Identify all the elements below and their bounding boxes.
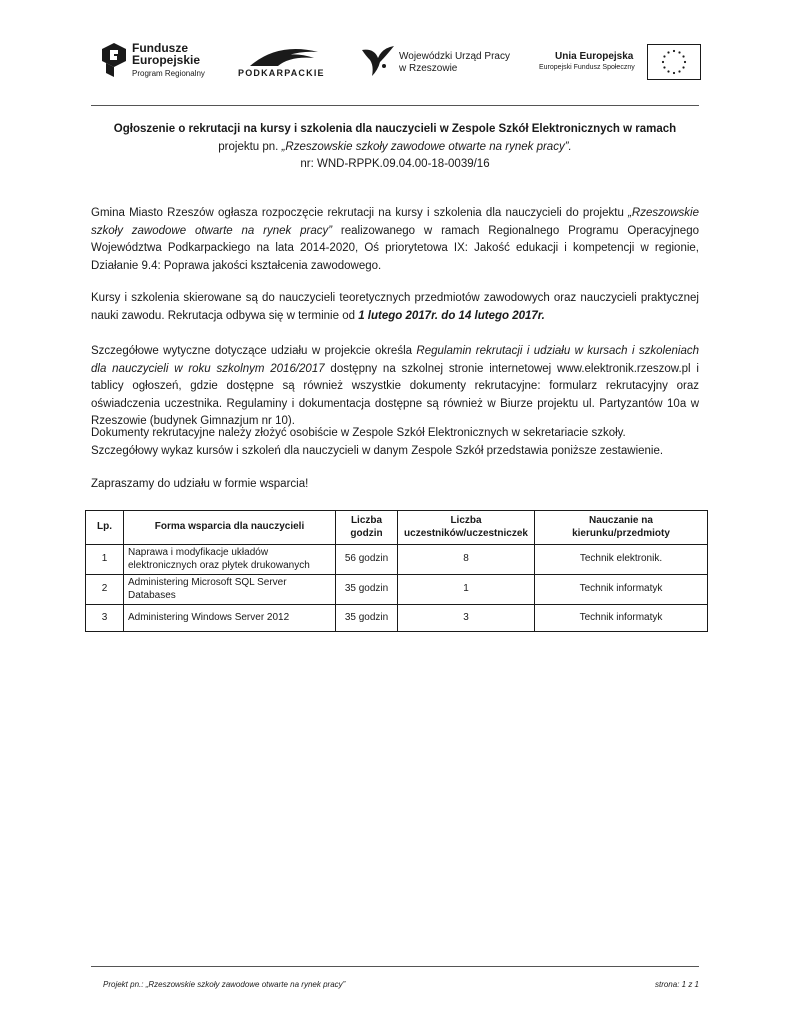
paragraph-intro	[91, 205, 699, 275]
cell-lp: 1	[86, 545, 124, 575]
p3-regulation-name: Regulamin rekrutacji i udziału w kursach i szkoleniach dla nauczycieli w roku szkolnym 2016/2017	[91, 345, 699, 375]
title-line1: Ogłoszenie o rekrutacji na kursy i szkolenia dla nauczycieli w Zespole Szkół Elektronicznych w ramach	[113, 123, 677, 135]
footer-divider	[91, 966, 699, 967]
header-form: Forma wsparcia dla nauczycieli	[124, 511, 336, 545]
cell-subjects: Technik informatyk	[535, 575, 708, 605]
fundusze-europejskie-icon	[100, 41, 128, 79]
cell-lp: 2	[86, 575, 124, 605]
p1-text-a: Gmina Miasto Rzeszów ogłasza rozpoczęcie rekrutacji na kursy i szkolenia dla nauczycieli do projektu	[91, 207, 629, 219]
header-lp: Lp.	[86, 511, 124, 545]
title-line2	[91, 139, 699, 157]
footer-project: Projekt pn.: „Rzeszowskie szkoły zawodowe otwarte na rynek pracy”	[103, 980, 346, 989]
fundusze-line2: Europejskie	[132, 53, 201, 67]
announcement-title	[91, 121, 699, 174]
header-subjects: Nauczanie na kierunku/przedmioty	[535, 511, 708, 545]
p4-line1: Dokumenty rekrutacyjne należy złożyć osobiście w Zespole Szkół Elektronicznych w sekretariacie szkoły.	[91, 427, 626, 439]
eu-star-icon	[678, 51, 680, 53]
eu-star-icon	[663, 66, 665, 68]
cell-form: Administering Windows Server 2012	[124, 605, 336, 632]
eu-star-icon	[682, 66, 684, 68]
footer-page-number: strona: 1 z 1	[654, 980, 699, 989]
podkarpackie-mountains-icon	[248, 44, 320, 68]
p3-text-a: Szczegółowe wytyczne dotyczące udziału w projekcie określa	[91, 345, 417, 357]
podkarpackie-logo	[236, 38, 332, 84]
header-participants: Liczba uczestników/uczestniczek	[398, 511, 535, 545]
eu-star-icon	[667, 51, 669, 53]
title-line2-prefix: projektu pn.	[218, 140, 282, 153]
cell-subjects: Technik elektronik.	[535, 545, 708, 575]
cell-participants: 8	[398, 545, 535, 575]
table-row	[86, 605, 708, 632]
eu-star-icon	[662, 61, 664, 63]
cell-participants: 3	[398, 605, 535, 632]
eu-star-icon	[678, 70, 680, 72]
cell-hours: 56 godzin	[336, 545, 398, 575]
wup-line2: w Rzeszowie	[399, 63, 458, 74]
cell-lp: 3	[86, 605, 124, 632]
eu-star-icon	[684, 61, 686, 63]
ue-line1: Unia Europejska	[555, 51, 634, 62]
header-hours: Liczba godzin	[336, 511, 398, 545]
title-line3: nr: WND-RPPK.09.04.00-18-0039/16	[300, 158, 490, 170]
p2-dates: 1 lutego 2017r. do 14 lutego 2017r.	[358, 309, 545, 322]
eu-star-icon	[663, 55, 665, 57]
eu-star-icon	[673, 50, 675, 52]
table-row	[86, 545, 708, 575]
ue-logo-text	[533, 38, 643, 84]
eu-flag-icon	[647, 44, 701, 80]
cell-hours: 35 godzin	[336, 575, 398, 605]
paragraph-guidelines	[91, 343, 699, 431]
p1-text-b: realizowanego w ramach Regionalnego Programu Operacyjnego Województwa Podkarpackiego na lata 2014-2020, Oś priorytetowa IX: Jakość edukacji i kompetencji w regionie, Działanie 9.4: Poprawa jakości kształcenia zawodowego.	[91, 224, 699, 272]
fundusze-line3: Program Regionalny	[132, 69, 205, 78]
fundusze-europejskie-logo	[100, 38, 215, 84]
eu-star-icon	[682, 55, 684, 57]
p3-text-b: dostępny na szkolnej stronie internetowej www.elektronik.rzeszow.pl i tablicy ogłoszeń, gdzie dostępne są również wszystkie dokumenty rekrutacyjne: formularz rekrutacyjny oraz oświadczenia uczestnika. Regulaminy i dokumentacja dostępne są również w Biurze projektu ul. Partyzantów 10a w Rzeszowie (budynek Gimnazjum nr 10).	[91, 362, 699, 427]
eu-stars-icon	[648, 45, 700, 79]
table-header-row	[86, 511, 708, 545]
p1-project-name: „Rzeszowskie szkoły zawodowe otwarte na rynek pracy”	[91, 207, 699, 237]
table-row	[86, 575, 708, 605]
eu-star-icon	[673, 72, 675, 74]
paragraph-recruitment	[91, 290, 699, 325]
cell-form: Administering Microsoft SQL Server Databases	[124, 575, 336, 605]
cell-hours: 35 godzin	[336, 605, 398, 632]
cell-subjects: Technik informatyk	[535, 605, 708, 632]
title-line2-project: „Rzeszowskie szkoły zawodowe otwarte na rynek pracy”.	[281, 140, 572, 153]
cell-participants: 1	[398, 575, 535, 605]
p2-text-a: Kursy i szkolenia skierowane są do nauczycieli teoretycznych przedmiotów zawodowych oraz nauczycieli praktycznej nauki zawodu. Rekrutacja odbywa się w terminie od	[91, 292, 699, 322]
podkarpackie-text: PODKARPACKIE	[238, 68, 325, 78]
wup-line1: Wojewódzki Urząd Pracy	[399, 51, 510, 62]
p4-line2: Szczegółowy wykaz kursów i szkoleń dla nauczycieli w danym Zespole Szkół przedstawia poniższe zestawienie.	[91, 444, 664, 457]
ue-line2: Europejski Fundusz Społeczny	[539, 64, 635, 71]
fundusze-line1: Fundusze	[132, 41, 188, 55]
eu-star-icon	[667, 70, 669, 72]
wup-bird-icon	[360, 44, 396, 78]
header-divider	[91, 105, 699, 106]
wup-logo	[360, 38, 520, 84]
courses-table	[85, 510, 708, 632]
paragraph-documents	[91, 425, 699, 460]
paragraph-invitation: Zapraszamy do udziału w formie wsparcia!	[91, 478, 309, 490]
cell-form: Naprawa i modyfikacje układów elektronicznych oraz płytek drukowanych	[124, 545, 336, 575]
